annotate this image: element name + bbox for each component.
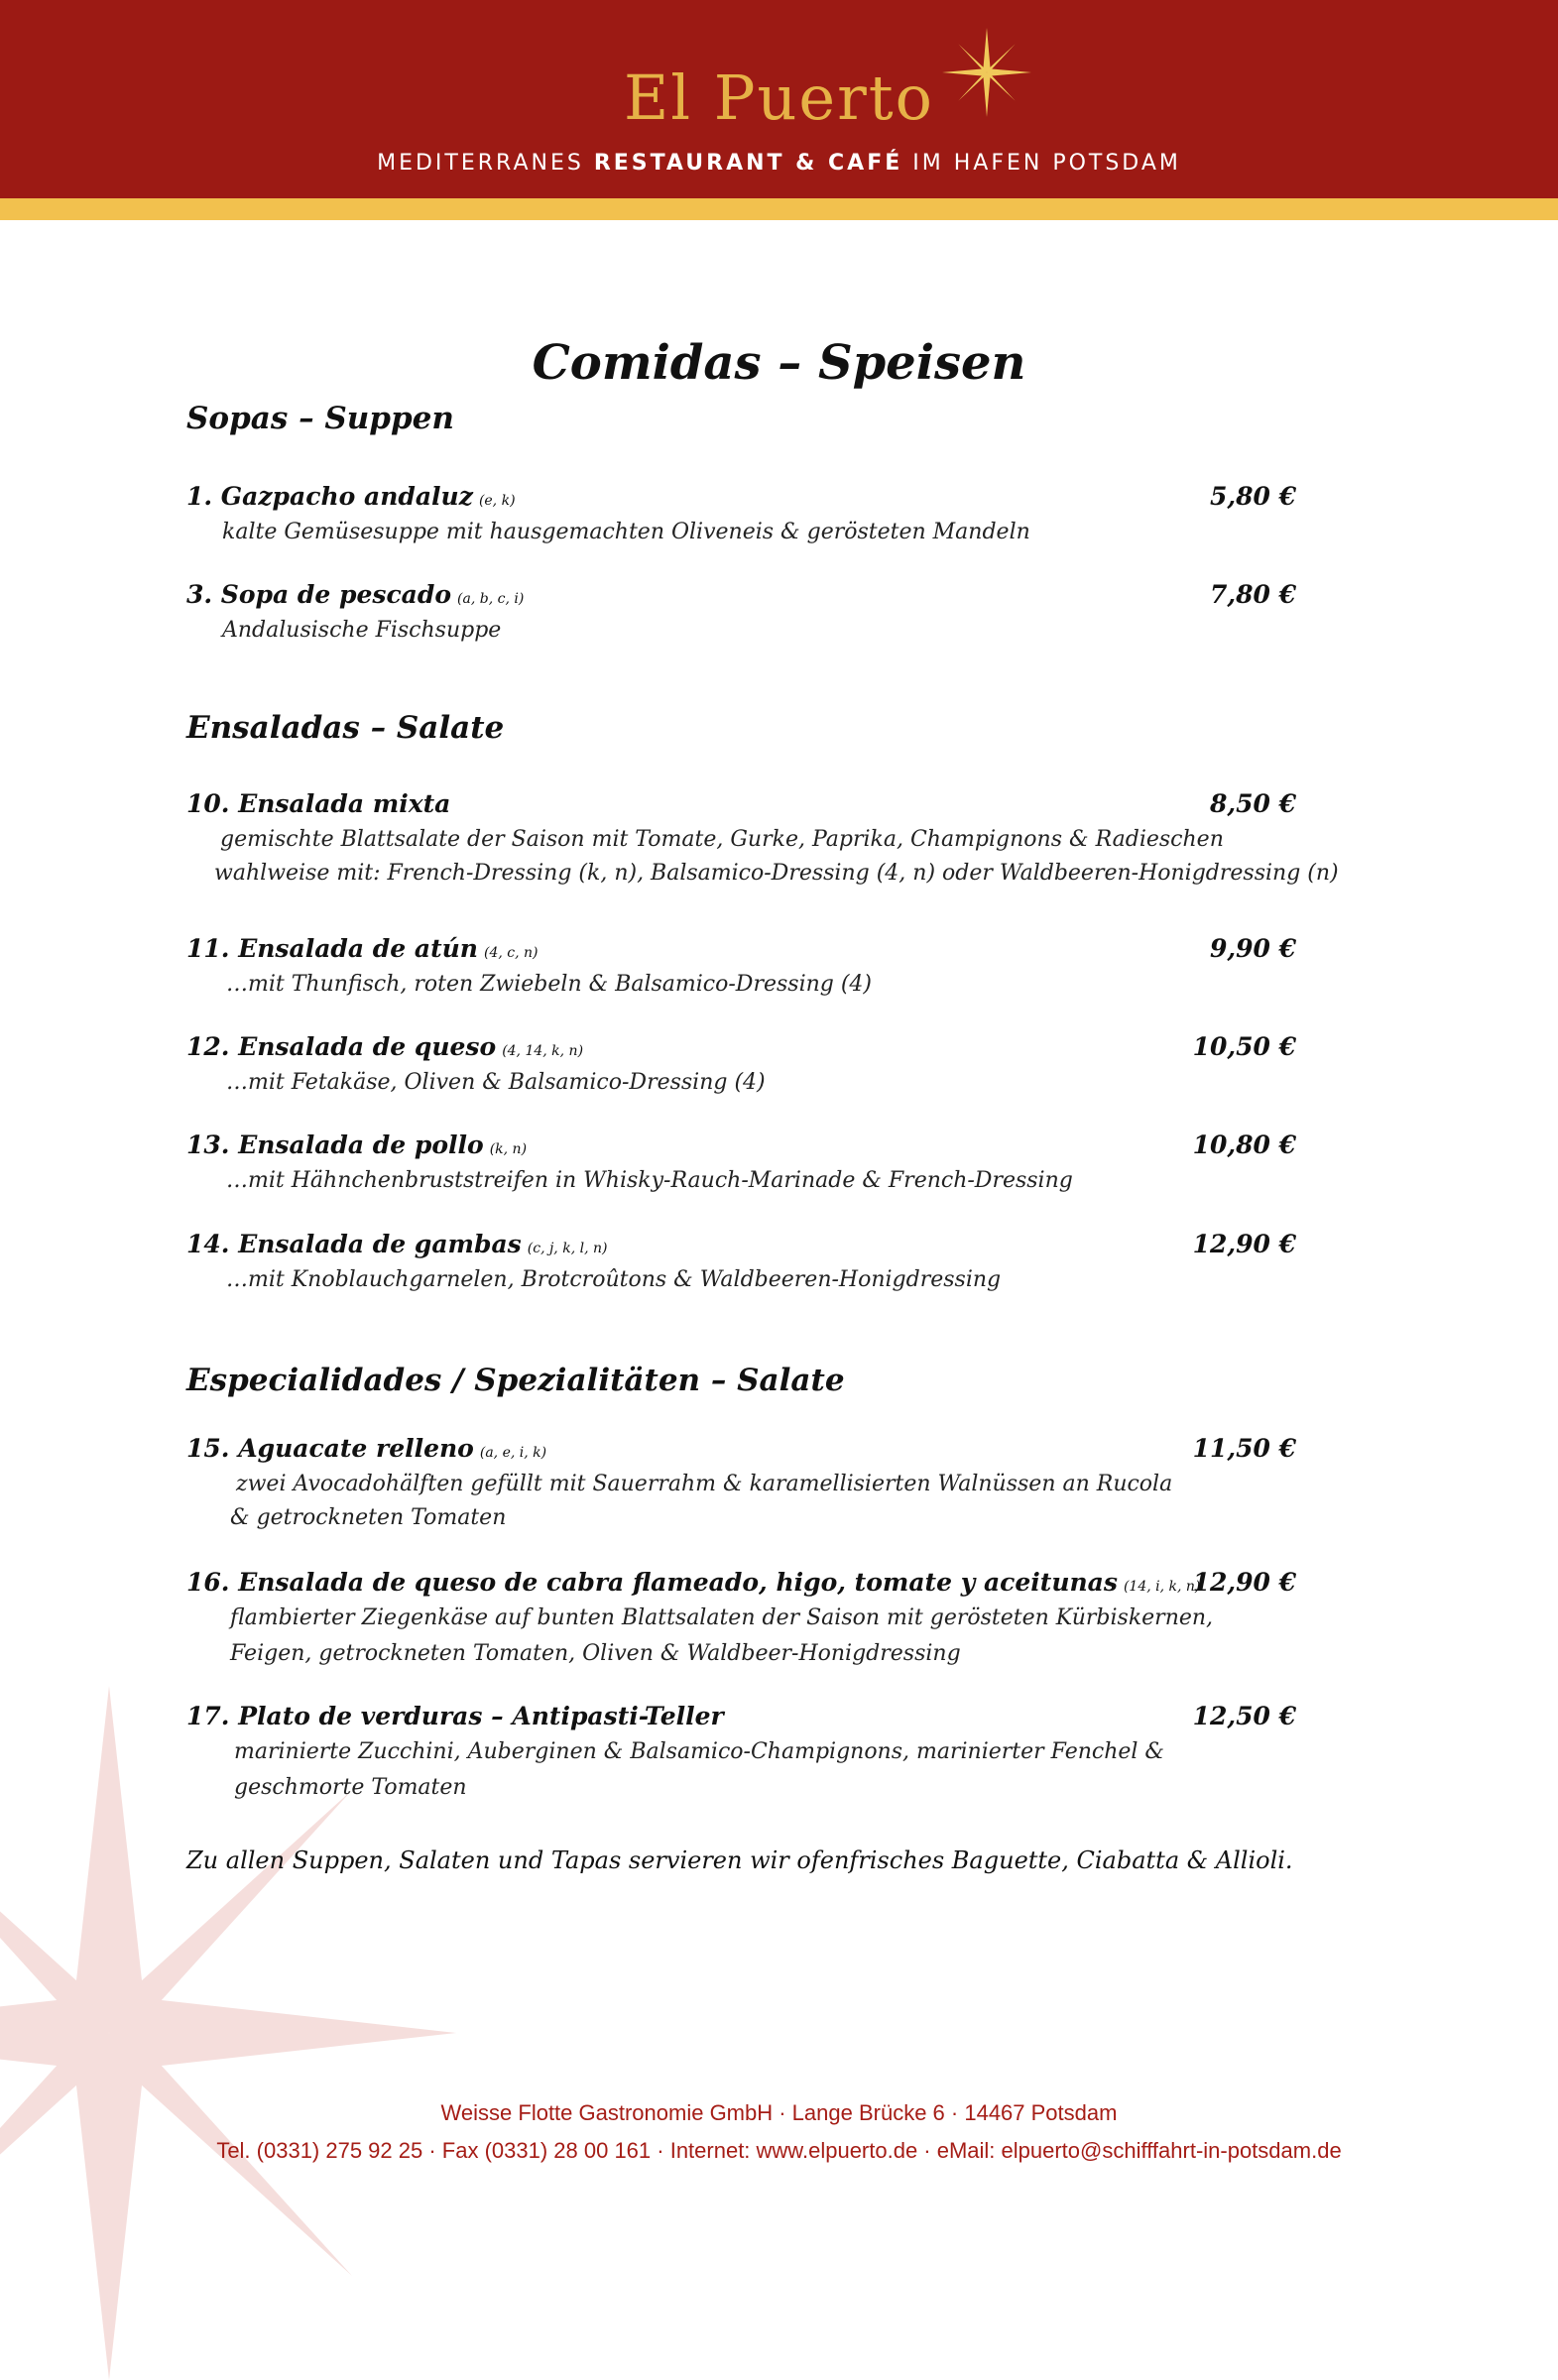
footer-contact: Tel. (0331) 275 92 25 · Fax (0331) 28 00 161 · Internet: www.elpuerto.de · eMail: elpuerto@schifffahrt-in-potsdam.de [216, 2138, 1342, 2163]
menu-item-description: …mit Thunfisch, roten Zwiebeln & Balsamico-Dressing (4) [226, 972, 873, 997]
menu-item-title: 11. Ensalada de atún (4, c, n) [186, 934, 539, 963]
menu-item-description: …mit Knoblauchgarnelen, Brotcroûtons & Waldbeeren-Honigdressing [226, 1267, 1002, 1292]
menu-item-price: 7,80 € [1210, 580, 1296, 609]
menu-item-description: zwei Avocadohälften gefüllt mit Sauerrahm & karamellisierten Walnüssen an Rucola [236, 1472, 1173, 1496]
allergen-codes: (k, n) [489, 1141, 528, 1157]
menu-item-title: 15. Aguacate relleno (a, e, i, k) [186, 1434, 547, 1463]
header-stripe [0, 198, 1558, 220]
footer-address: Weisse Flotte Gastronomie GmbH · Lange Brücke 6 · 14467 Potsdam [440, 2100, 1118, 2125]
menu-item-title: 3. Sopa de pescado (a, b, c, i) [186, 580, 525, 609]
menu-item-description: flambierter Ziegenkäse auf bunten Blattsalaten der Saison mit gerösteten Kürbiskernen, [230, 1606, 1214, 1630]
menu-item-title: 16. Ensalada de queso de cabra flameado, higo, tomate y aceitunas (14, i, k, n) [186, 1568, 1201, 1597]
star-icon [942, 28, 1031, 117]
page-title: Comidas – Speisen [532, 335, 1026, 391]
menu-item-price: 5,80 € [1210, 482, 1296, 511]
menu-item-price: 12,90 € [1192, 1568, 1296, 1597]
menu-item-description: kalte Gemüsesuppe mit hausgemachten Oliveneis & gerösteten Mandeln [222, 520, 1030, 544]
allergen-codes: (14, i, k, n) [1123, 1579, 1201, 1595]
restaurant-logo: El Puerto [623, 61, 934, 134]
menu-item-description: marinierte Zucchini, Auberginen & Balsamico-Champignons, marinierter Fenchel & [234, 1739, 1165, 1764]
menu-item-title: 1. Gazpacho andaluz (e, k) [186, 482, 516, 511]
allergen-codes: (c, j, k, l, n) [527, 1241, 608, 1256]
menu-item-price: 10,50 € [1192, 1032, 1296, 1061]
menu-item-description: geschmorte Tomaten [234, 1775, 467, 1800]
menu-item-description: & getrockneten Tomaten [230, 1505, 507, 1530]
allergen-codes: (e, k) [478, 493, 516, 509]
menu-item-title: 10. Ensalada mixta [186, 789, 451, 818]
allergen-codes: (a, e, i, k) [479, 1445, 547, 1461]
menu-item-title: 17. Plato de verduras – Antipasti-Teller [186, 1702, 724, 1730]
menu-item-title: 12. Ensalada de queso (4, 14, k, n) [186, 1032, 584, 1061]
menu-item-title: 14. Ensalada de gambas (c, j, k, l, n) [186, 1230, 608, 1258]
menu-item-description: …mit Hähnchenbruststreifen in Whisky-Rauch-Marinade & French-Dressing [226, 1168, 1073, 1193]
menu-item-description: wahlweise mit: French-Dressing (k, n), Balsamico-Dressing (4, n) oder Waldbeeren-Honigdressing (n) [214, 861, 1339, 886]
menu-item-description: gemischte Blattsalate der Saison mit Tomate, Gurke, Paprika, Champignons & Radieschen [220, 827, 1224, 852]
allergen-codes: (4, 14, k, n) [502, 1043, 584, 1059]
menu-item-price: 12,50 € [1192, 1702, 1296, 1730]
menu-item-price: 11,50 € [1192, 1434, 1296, 1463]
allergen-codes: (4, c, n) [483, 945, 539, 961]
menu-item-description: Feigen, getrockneten Tomaten, Oliven & Waldbeer-Honigdressing [230, 1641, 961, 1666]
menu-item-title: 13. Ensalada de pollo (k, n) [186, 1130, 528, 1159]
menu-item-price: 12,90 € [1192, 1230, 1296, 1258]
menu-item-description: Andalusische Fischsuppe [222, 618, 502, 643]
section-heading-ensaladas: Ensaladas – Salate [186, 710, 505, 746]
menu-item-price: 9,90 € [1210, 934, 1296, 963]
allergen-codes: (a, b, c, i) [457, 591, 525, 607]
menu-item-price: 8,50 € [1210, 789, 1296, 818]
menu-item-description: …mit Fetakäse, Oliven & Balsamico-Dressing (4) [226, 1070, 766, 1095]
menu-item-price: 10,80 € [1192, 1130, 1296, 1159]
section-heading-especialidades: Especialidades / Spezialitäten – Salate [186, 1363, 845, 1398]
tagline: MEDITERRANES RESTAURANT & CAFÉ IM HAFEN POTSDAM [377, 151, 1181, 176]
section-heading-sopas: Sopas – Suppen [186, 401, 454, 436]
bread-note: Zu allen Suppen, Salaten und Tapas servieren wir ofenfrisches Baguette, Ciabatta & Allioli. [186, 1846, 1293, 1874]
